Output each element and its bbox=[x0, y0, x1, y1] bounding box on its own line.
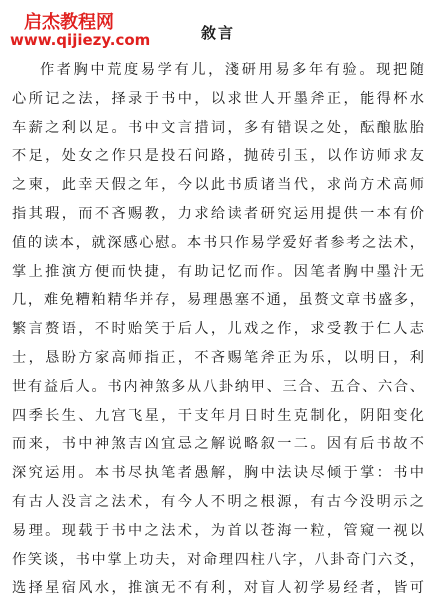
text-line: 作笑谈，书中掌上功夫，对命理四柱八字，八卦奇门六爻， bbox=[12, 551, 424, 568]
text-line: 选择星宿风水，推演无不有利，对盲人初学易经者，皆可 bbox=[12, 580, 424, 597]
text-line: 繁言赘语，不时贻笑于后人，儿戏之作，求受教于仁人志 bbox=[12, 321, 424, 338]
text-line: 世有益后人。书内神煞多从八卦纳甲、三合、五合、六合、 bbox=[12, 378, 424, 395]
text-line: 四季长生、九宫飞星，干支年月日时生克制化，阴阳变化 bbox=[12, 407, 424, 424]
text-line: 而来，书中神煞吉凶宜忌之解说略叙一二。因有后书故不 bbox=[12, 436, 424, 453]
text-line: 深究运用。本书尽执笔者愚解，胸中法诀尽倾于掌：书中 bbox=[12, 465, 424, 482]
text-line: 士，恳盼方家高师指正，不吝赐笔斧正为乐，以明日，利 bbox=[12, 349, 424, 366]
body-text bbox=[12, 56, 424, 603]
text-line: 作者胸中荒度易学有儿，淺研用易多年有验。现把随 bbox=[40, 62, 424, 78]
text-line: 不足，处女之作只是投石问路，抛砖引玉，以作访师求友 bbox=[12, 148, 424, 165]
watermark-title: 启杰教程网 bbox=[24, 12, 114, 33]
text-line: 易理。现载于书中之法术，为首以苍海一粒，管窥一视以 bbox=[12, 522, 424, 539]
page-title: 敘言 bbox=[200, 24, 235, 42]
text-line: 几，难免糟粕精华并存，易理愚塞不通，虽赘文章书盛多， bbox=[12, 292, 424, 309]
text-line: 掌上推演方便而快捷，有助记忆而作。因笔者胸中墨汁无 bbox=[12, 263, 424, 280]
text-line: 车薪之利以足。书中文言措词，多有错误之处，酝酿肱胎 bbox=[12, 119, 424, 136]
text-line: 之柬，此幸天假之年，今以此书质诸当代，求尚方术高师 bbox=[12, 177, 424, 194]
text-line: 心所记之法，择录于书中，以求世人开墨斧正，能得杯水 bbox=[12, 90, 424, 107]
watermark-url: www.qijiezy.com bbox=[10, 31, 151, 49]
text-line: 有古人没言之法术，有今人不明之根源，有古今没明示之 bbox=[12, 493, 424, 510]
text-line: 值的读本，就深感心慰。本书只作易学爱好者参考之法术， bbox=[12, 234, 424, 251]
text-line: 指其瑕，而不吝赐教，力求给读者研究运用提供一本有价 bbox=[12, 205, 424, 222]
